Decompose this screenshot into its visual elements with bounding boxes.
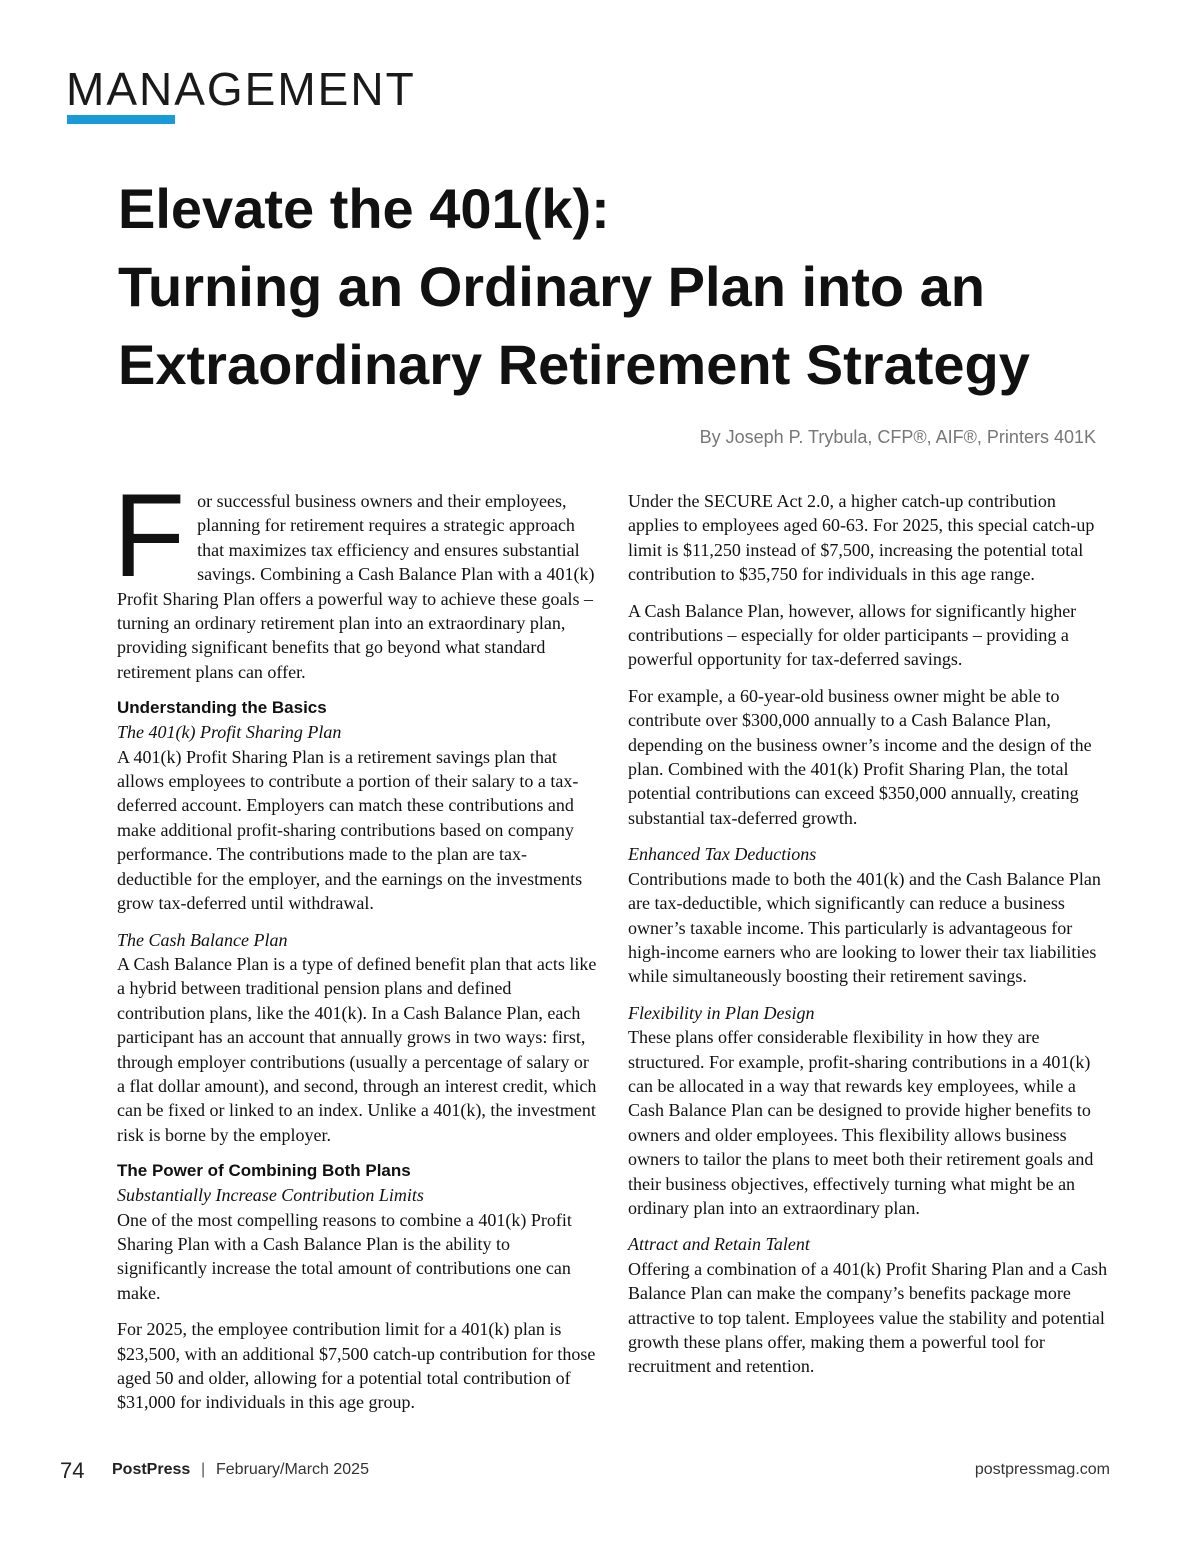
body-paragraph: One of the most compelling reasons to combine a 401(k) Profit Sharing Plan with a Cash Balance Plan is the ability to significantly increase the total amount of contributions one can make. [117, 1209, 572, 1303]
body-paragraph: For example, a 60-year-old business owner might be able to contribute over $300,000 annually to a Cash Balance Plan, depending on the business owner’s income and the design of the plan. Combined with the 401(k) Profit Sharing Plan, the total potential contributions can exceed $350,000 annually, creating substantial tax-deferred growth. [628, 685, 1092, 828]
subheading: Attract and Retain Talent [628, 1234, 810, 1255]
article-title [118, 170, 1178, 404]
article-column-left [113, 470, 601, 1427]
intro-text: or successful business owners and their employees, planning for retirement requires a strategic approach that maximizes tax efficiency and ensures substantial savings. Combining a Cash Balance Plan with a 401(k) Profit Sharing Plan offers a powerful way to achieve these goals – turning an ordinary retirement plan into an extraordinary plan, providing significant benefits that go beyond what standard retirement plans can offer. [117, 491, 595, 682]
issue-date: February/March 2025 [216, 1461, 369, 1478]
body-paragraph: Offering a combination of a 401(k) Profit Sharing Plan and a Cash Balance Plan can make the company’s benefits package more attractive to top talent. Employees value the stability and potential growth these plans offer, making them a powerful tool for recruitment and retention. [628, 1258, 1108, 1377]
footer-separator: | [201, 1461, 206, 1478]
subheading: The 401(k) Profit Sharing Plan [117, 722, 342, 743]
subheading: The Cash Balance Plan [117, 929, 288, 950]
body-paragraph: A 401(k) Profit Sharing Plan is a retirement savings plan that allows employees to contribute a portion of their salary to a tax-deferred account. Employers can match these contributions and make additional profit-sharing contributions based on company performance. The contributions made to the plan are tax-deductible for the employer, and the earnings on the investments grow tax-deferred until withdrawal. [117, 746, 583, 914]
drop-cap: F [113, 470, 186, 602]
subheading: Substantially Increase Contribution Limits [117, 1185, 424, 1206]
website-link[interactable]: postpressmag.com [974, 1461, 1110, 1478]
body-paragraph: Under the SECURE Act 2.0, a higher catch-up contribution applies to employees aged 60-63. For 2025, this special catch-up limit is $11,250 instead of $7,500, increasing the potential total contribution to $35,750 for individuals in this age range. [628, 491, 1095, 585]
subheading: Enhanced Tax Deductions [628, 844, 817, 865]
article-column-right [628, 489, 1110, 1391]
body-paragraph: These plans offer considerable flexibility in how they are structured. For example, profit-sharing contributions in a 401(k) can be allocated in a way that rewards key employees, while a Cash Balance Plan can be designed to provide higher benefits to owners and older employees. This flexibility allows business owners to tailor the plans to meet both their retirement goals and their business objectives, effectively turning what might be an ordinary plan into an extraordinary plan. [628, 1027, 1094, 1218]
title-line: Extraordinary Retirement Strategy [118, 333, 1030, 396]
section-heading: Understanding the Basics [117, 698, 327, 718]
section-accent-rule [67, 115, 175, 124]
body-paragraph: Contributions made to both the 401(k) and the Cash Balance Plan are tax-deductible, which significantly can reduce a business owner’s taxable income. This particularly is advantageous for high-income earners who are looking to lower their tax liabilities while simultaneously boosting their retirement savings. [628, 868, 1101, 987]
page-footer [60, 1458, 1110, 1484]
byline: By Joseph P. Trybula, CFP®, AIF®, Printers 401K [699, 427, 1096, 447]
section-label: MANAGEMENT [66, 63, 416, 115]
body-paragraph: A Cash Balance Plan, however, allows for significantly higher contributions – especially for older participants – providing a powerful opportunity for tax-deferred savings. [628, 600, 1077, 670]
body-paragraph: A Cash Balance Plan is a type of defined benefit plan that acts like a hybrid between traditional pension plans and defined contribution plans, like the 401(k). In a Cash Balance Plan, each participant has an account that annually grows in two ways: first, through employer contributions (usually a percentage of salary or a flat dollar amount), and second, through an interest credit, which can be fixed or linked to an index. Unlike a 401(k), the investment risk is borne by the employer. [117, 953, 597, 1145]
body-paragraph: For 2025, the employee contribution limit for a 401(k) plan is $23,500, with an additional $7,500 catch-up contribution for those aged 50 and older, allowing for a potential total contribution of $31,000 for individuals in this age group. [117, 1319, 596, 1413]
title-line: Elevate the 401(k): [118, 177, 610, 240]
page-number: 74 [60, 1458, 85, 1483]
intro-paragraph [113, 470, 601, 684]
title-line: Turning an Ordinary Plan into an [118, 255, 986, 318]
publication-name: PostPress [112, 1461, 191, 1478]
subheading: Flexibility in Plan Design [628, 1002, 815, 1023]
section-heading: The Power of Combining Both Plans [117, 1161, 411, 1181]
